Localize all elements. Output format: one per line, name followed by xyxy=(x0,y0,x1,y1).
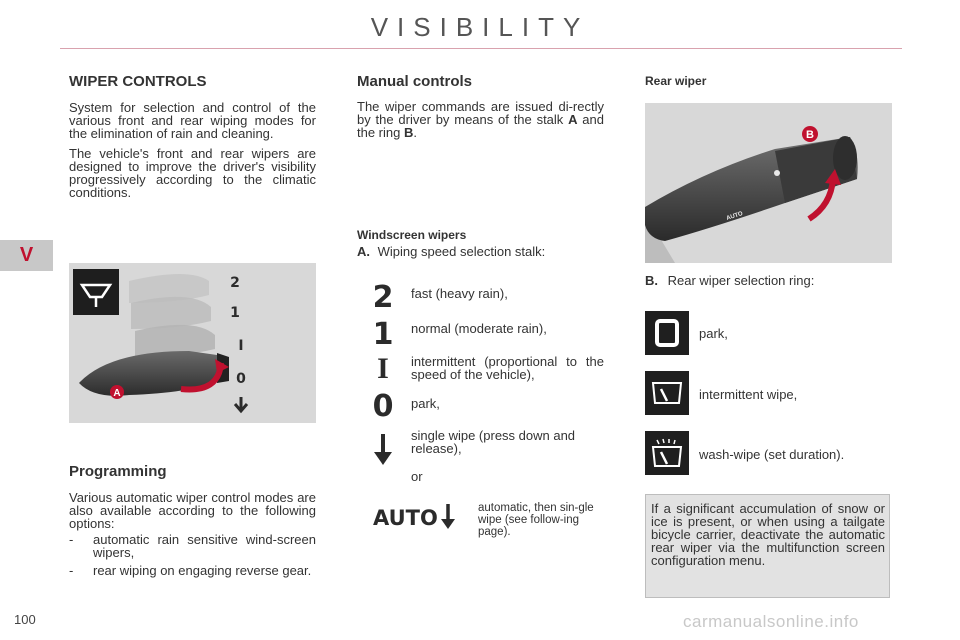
stalk-label: A. xyxy=(357,244,370,259)
manual-controls-text xyxy=(357,100,604,139)
programming-intro: Various automatic wiper control modes are also available according to the following options: xyxy=(69,490,316,531)
stalk-position-label: 0 xyxy=(236,371,246,387)
page-title: VISIBILITY xyxy=(370,12,590,42)
stalk-ref: A xyxy=(568,112,578,127)
rear-wiper-ring-illustration xyxy=(645,103,892,263)
front-wiper-stalk-drawing xyxy=(69,263,316,423)
wiper-controls-paragraph: System for selection and control of the various front and rear wiping modes for the elimination of rain and cleaning. xyxy=(69,100,316,141)
auto-symbol: AUTO xyxy=(373,506,438,530)
position-fast-text: fast (heavy rain), xyxy=(411,286,508,301)
stalk-position-label: 1 xyxy=(230,305,240,321)
park-icon xyxy=(645,311,689,355)
down-arrow-icon xyxy=(235,397,247,411)
position-park-text: park, xyxy=(411,396,440,411)
wiper-controls-text xyxy=(69,101,316,206)
windscreen-wipers-heading: Windscreen wipers xyxy=(357,228,467,242)
auto-marking: AUTO xyxy=(725,210,744,222)
down-arrow-icon xyxy=(440,504,456,530)
rear-wiper-heading: Rear wiper xyxy=(645,74,707,88)
front-wiper-stalk-illustration xyxy=(69,263,316,423)
ring-label: B. xyxy=(645,273,658,288)
wiper-controls-heading: WIPER CONTROLS xyxy=(69,73,207,90)
position-single-wipe-text: single wipe (press down and release), xyxy=(411,428,576,456)
stalk-selection-line xyxy=(357,245,545,258)
title-divider xyxy=(60,48,902,49)
position-normal-text: normal (moderate rain), xyxy=(411,321,547,336)
manual-controls-heading: Manual controls xyxy=(357,73,473,90)
rear-wash-wipe-text: wash-wipe (set duration). xyxy=(699,447,845,462)
symbol-normal: 1 xyxy=(372,317,394,352)
or-text: or xyxy=(411,469,423,484)
rear-window-wiper-icon xyxy=(645,371,689,415)
stalk-text: Wiping speed selection stalk: xyxy=(377,244,546,259)
ring-selection-line xyxy=(645,274,814,287)
programming-heading: Programming xyxy=(69,463,167,480)
bullet-dash: - xyxy=(69,532,74,547)
rear-intermittent-text: intermittent wipe, xyxy=(699,387,798,402)
ring-ref: B xyxy=(403,125,414,140)
watermark: carmanualsonline.info xyxy=(683,612,859,631)
rear-window-washer-icon xyxy=(645,431,689,475)
symbol-intermittent: I xyxy=(377,352,389,385)
rear-park-text: park, xyxy=(699,326,728,341)
wiper-controls-paragraph: The vehicle's front and rear wipers are designed to improve the driver's visibility progressively according to the climatic conditions. xyxy=(69,146,316,200)
programming-options xyxy=(69,533,316,582)
programming-option xyxy=(69,564,316,577)
symbol-park: 0 xyxy=(372,389,394,424)
bullet-dash: - xyxy=(69,563,74,578)
ring-text: Rear wiper selection ring: xyxy=(667,273,815,288)
rear-wiper-ring-drawing xyxy=(645,103,892,263)
option-text: rear wiping on engaging reverse gear. xyxy=(93,563,312,578)
stalk-a-label: A xyxy=(113,388,121,399)
manual-intro-start: The wiper commands are issued di-rectly by the driver by means of the stalk xyxy=(357,99,604,127)
stalk-position-label: I xyxy=(238,338,244,354)
auto-mode-text: automatic, then sin-gle wipe (see follow-ing page). xyxy=(478,502,594,538)
position-intermittent-text: intermittent (proportional to the speed of the vehicle), xyxy=(411,354,604,382)
ring-b-label: B xyxy=(806,129,814,141)
manual-intro-end: . xyxy=(413,125,417,140)
section-tab: V xyxy=(0,240,53,271)
option-text: automatic rain sensitive wind-screen wipers, xyxy=(93,532,316,560)
programming-option xyxy=(69,533,316,559)
snow-ice-note: If a significant accumulation of snow or ice is present, or when using a tailgate bicycle carrier, deactivate the automatic rear wiper via the multifunction screen configuration menu. xyxy=(645,494,890,598)
down-arrow-icon xyxy=(373,434,393,466)
symbol-fast: 2 xyxy=(372,280,394,315)
page-number: 100 xyxy=(14,612,36,627)
manual-intro-middle: and the ring xyxy=(357,112,604,140)
stalk-position-label: 2 xyxy=(230,275,240,291)
